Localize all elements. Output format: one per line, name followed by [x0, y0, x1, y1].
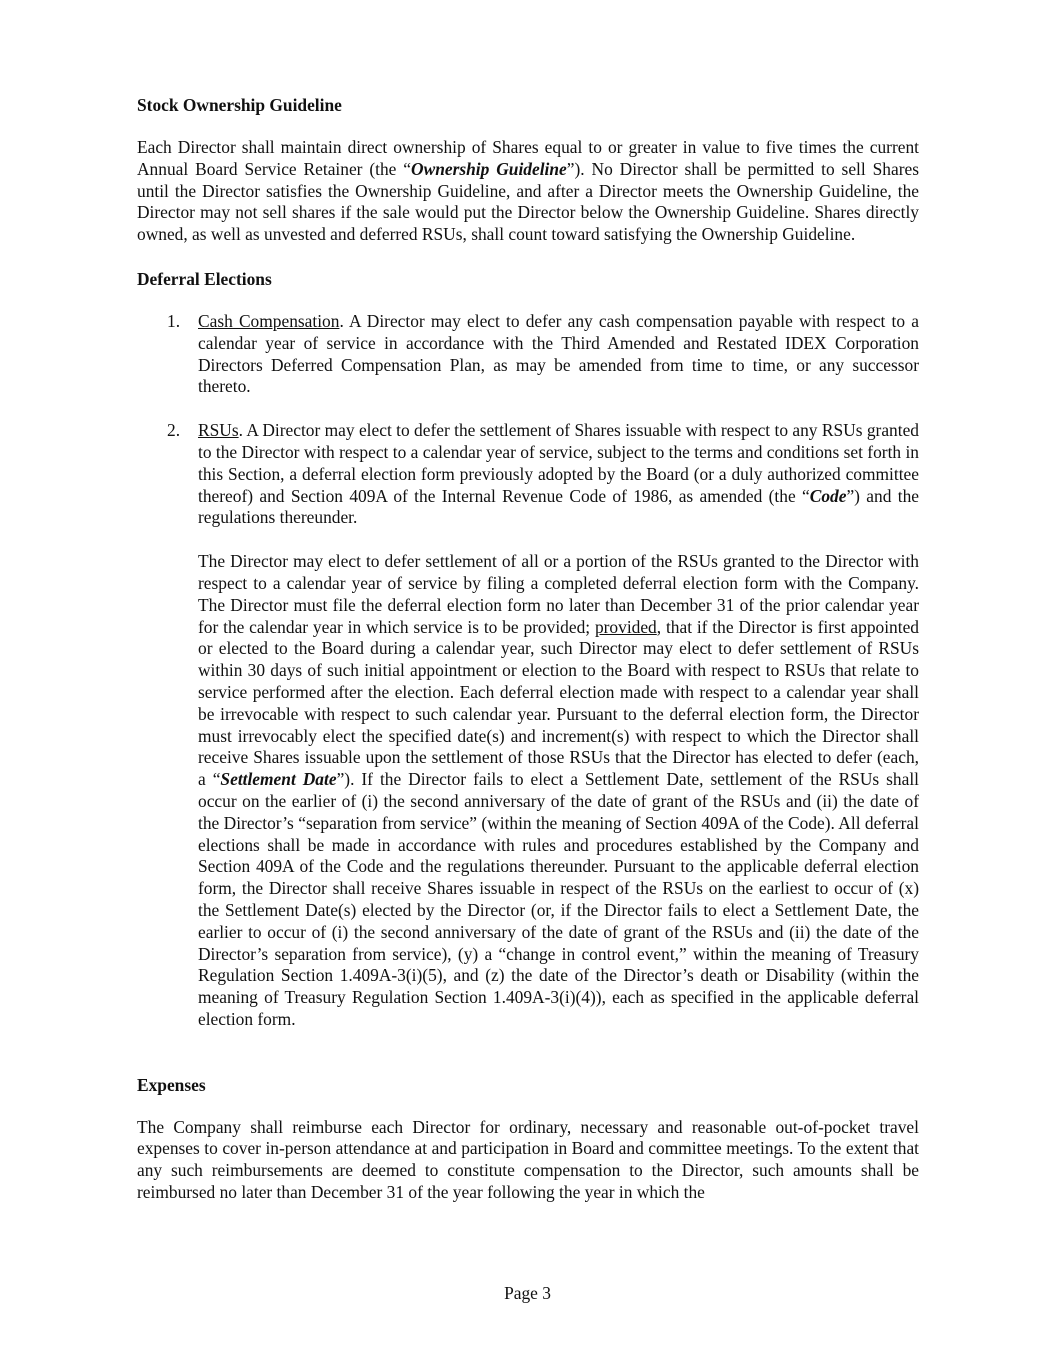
page-number: Page 3 — [504, 1283, 551, 1303]
section-deferral-elections — [137, 268, 919, 1031]
paragraph-text: ”) and the regulations thereunder. — [198, 485, 919, 528]
list-item-body — [198, 420, 919, 1031]
paragraph-text: The Director may elect to defer settlement of all or a portion of the RSUs granted to the Director with respect to a calendar year of service by filing a completed deferral election form with the Company. The Director must file the deferral election form no later than December 31 of the prior calendar year for the calendar year in which service is to be provided; — [198, 551, 919, 637]
rsu-deferral-paragraph — [198, 551, 919, 1031]
defined-term: Ownership Guideline — [411, 158, 567, 179]
list-item-body — [198, 311, 919, 398]
section-heading: Stock Ownership Guideline — [137, 95, 342, 115]
section-stock-ownership — [137, 94, 919, 246]
paragraph-text: , that if the Director is first appointed or elected to the Board during a calendar year, such Director may elect to defer settlement of RSUs within 30 days of such initial appointment or election to the Board with respect to RSUs that relate to service performed after the election. Each deferral election made with respect to a calendar year shall be irrevocable with respect to such calendar year. Pursuant to the deferral election form, the Director must irrevocably elect the specified date(s) and increment(s) with respect to which the Director shall receive Shares issuable upon the settlement of those RSUs that the Director has elected to defer (each, a “ — [198, 616, 919, 790]
section-heading: Expenses — [137, 1074, 206, 1095]
section-heading: Deferral Elections — [137, 268, 272, 289]
paragraph-text: ”). No Director shall be permitted to sell Shares until the Director satisfies the Ownership Guideline, and after a Director meets the Ownership Guideline, the Director may not sell shares if the sale would put the Director below the Ownership Guideline. Shares directly owned, as well as unvested and deferred RSUs, shall count toward satisfying the Ownership Guideline. — [137, 158, 919, 245]
provided-term: provided — [594, 616, 657, 637]
defined-term: Settlement Date — [220, 769, 337, 790]
list-item-title: Cash Compensation — [198, 310, 340, 331]
document-page — [137, 94, 919, 1204]
paragraph-text: . A Director may elect to defer any cash compensation payable with respect to a calendar year of service in accordance with the Third Amended and Restated IDEX Corporation Directors Deferred Compensation Plan, as may be amended from time to time, or any successor thereto. — [198, 310, 919, 397]
defined-term: Code — [809, 485, 847, 506]
list-item-number: 2. — [167, 420, 181, 441]
numbered-list — [137, 311, 919, 1031]
stock-ownership-paragraph — [137, 137, 919, 246]
list-item-number: 1. — [167, 310, 181, 331]
section-expenses — [137, 1074, 919, 1204]
list-item — [137, 311, 919, 398]
paragraph-text: . A Director may elect to defer the settlement of Shares issuable with respect to any RSUs granted to the Director with respect to a calendar year of service, subject to the terms and conditions set forth in this Section, a deferral election form previously adopted by the Board (or a duly authorized committee thereof) and Section 409A of the Internal Revenue Code of 1986, as amended (the “ — [198, 420, 919, 506]
paragraph-text: ”). If the Director fails to elect a Settlement Date, settlement of the RSUs shall occur on the earlier of (i) the second anniversary of the date of grant of the RSUs and (ii) the date of the Director’s “separation from service” (within the meaning of Section 409A of the Code). All deferral elections shall be made in accordance with rules and procedures established by the Company and Section 409A of the Code and the regulations thereunder. Pursuant to the applicable deferral election form, the Director shall receive Shares issuable in respect of the RSUs on the earliest to occur of (x) the Settlement Date(s) elected by the Director (or, if the Director fails to elect a Settlement Date, the earlier to occur of (i) the second anniversary of the date of grant of the RSUs and (ii) the date of the Director’s separation from service), (y) a “change in control event,” within the meaning of Treasury Regulation Section 1.409A-3(i)(5), and (z) the date of the Director’s death or Disability (within the meaning of Treasury Regulation Section 1.409A-3(i)(4)), each as specified in the applicable deferral election form. — [198, 769, 919, 1029]
list-item-title: RSUs — [198, 420, 239, 441]
list-item — [137, 420, 919, 1031]
expenses-paragraph: The Company shall reimburse each Director for ordinary, necessary and reasonable out-of-pocket travel expenses to cover in-person attendance at and participation in Board and committee meetings. To the extent that any such reimbursements are deemed to constitute compensation to the Director, such amounts shall be reimbursed no later than December 31 of the year following the year in which the — [137, 1116, 919, 1203]
paragraph-text: Each Director shall maintain direct ownership of Shares equal to or greater in value to five times the current Annual Board Service Retainer (the “ — [137, 137, 919, 179]
